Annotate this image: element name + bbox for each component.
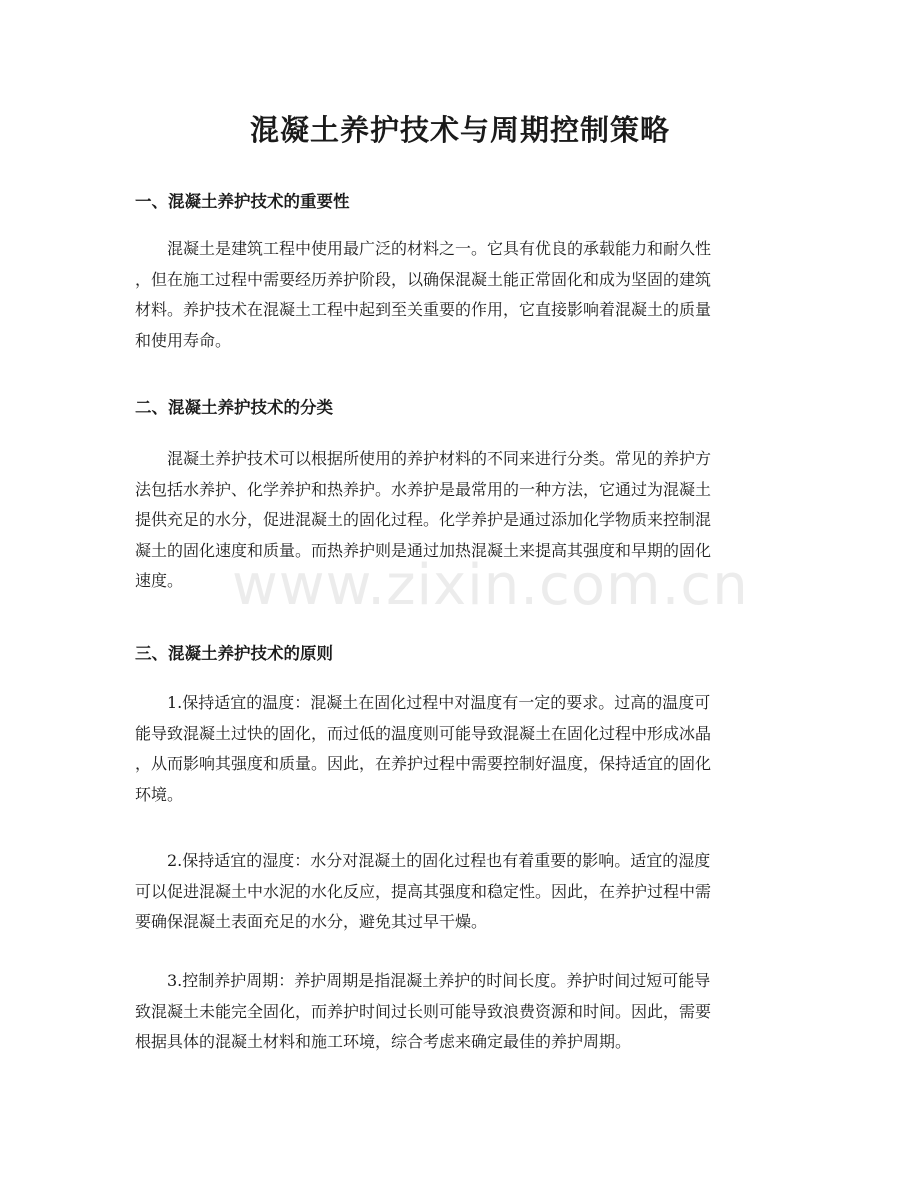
- paragraph-line: 根据具体的混凝土材料和施工环境，综合考虑来确定最佳的养护周期。: [135, 1032, 632, 1051]
- paragraph-line: ，从而影响其强度和质量。因此，在养护过程中需要控制好温度，保持适宜的固化: [135, 754, 712, 773]
- paragraph-line: 环境。: [135, 784, 184, 804]
- paragraph-line: 1.保持适宜的温度：混凝土在固化过程中对温度有一定的要求。过高的温度可: [167, 693, 711, 712]
- section-2-paragraph-1: [135, 444, 787, 597]
- section-3-heading: 三、混凝土养护技术的原则: [135, 644, 333, 663]
- section-2-heading: 二、混凝土养护技术的分类: [135, 398, 333, 417]
- paragraph-line: ，但在施工过程中需要经历养护阶段，以确保混凝土能正常固化和成为坚固的建筑: [135, 269, 712, 289]
- paragraph-line: 法包括水养护、化学养护和热养护。水养护是最常用的一种方法，它通过为混凝土: [135, 479, 712, 499]
- paragraph-line: 提供充足的水分，促进混凝土的固化过程。化学养护是通过添加化学物质来控制混: [135, 510, 712, 529]
- watermark: www.zixin.com.cn: [232, 553, 749, 618]
- paragraph-line: 致混凝土未能完全固化，而养护时间过长则可能导致浪费资源和时间。因此，需要: [135, 1001, 712, 1021]
- section-3-paragraph-3: [135, 966, 787, 1058]
- paragraph-line: 混凝土养护技术可以根据所使用的养护材料的不同来进行分类。常见的养护方: [167, 449, 712, 468]
- paragraph-line: 要确保混凝土表面充足的水分，避免其过早干燥。: [135, 912, 488, 931]
- paragraph-line: 3.控制养护周期：养护周期是指混凝土养护的时间长度。养护时间过短可能导: [167, 971, 711, 990]
- paragraph-line: 可以促进混凝土中水泥的水化反应，提高其强度和稳定性。因此，在养护过程中需: [135, 881, 712, 901]
- paragraph-line: 和使用寿命。: [135, 330, 232, 350]
- paragraph-line: 材料。养护技术在混凝土工程中起到至关重要的作用，它直接影响着混凝土的质量: [135, 300, 712, 319]
- paragraph-line: 速度。: [135, 571, 184, 590]
- section-1-paragraph-1: [135, 234, 787, 356]
- paragraph-line: 2.保持适宜的湿度：水分对混凝土的固化过程也有着重要的影响。适宜的湿度: [167, 851, 711, 870]
- paragraph-line: 凝土的固化速度和质量。而热养护则是通过加热混凝土来提高其强度和早期的固化: [135, 540, 712, 560]
- paragraph-line: 能导致混凝土过快的固化，而过低的温度则可能导致混凝土在固化过程中形成冰晶: [135, 723, 712, 743]
- section-3-paragraph-1: [135, 688, 787, 810]
- section-3-paragraph-2: [135, 846, 787, 938]
- document-title: 混凝土养护技术与周期控制策略: [249, 113, 670, 147]
- paragraph-line: 混凝土是建筑工程中使用最广泛的材料之一。它具有优良的承载能力和耐久性: [167, 239, 712, 258]
- section-1-heading: 一、混凝土养护技术的重要性: [135, 192, 350, 211]
